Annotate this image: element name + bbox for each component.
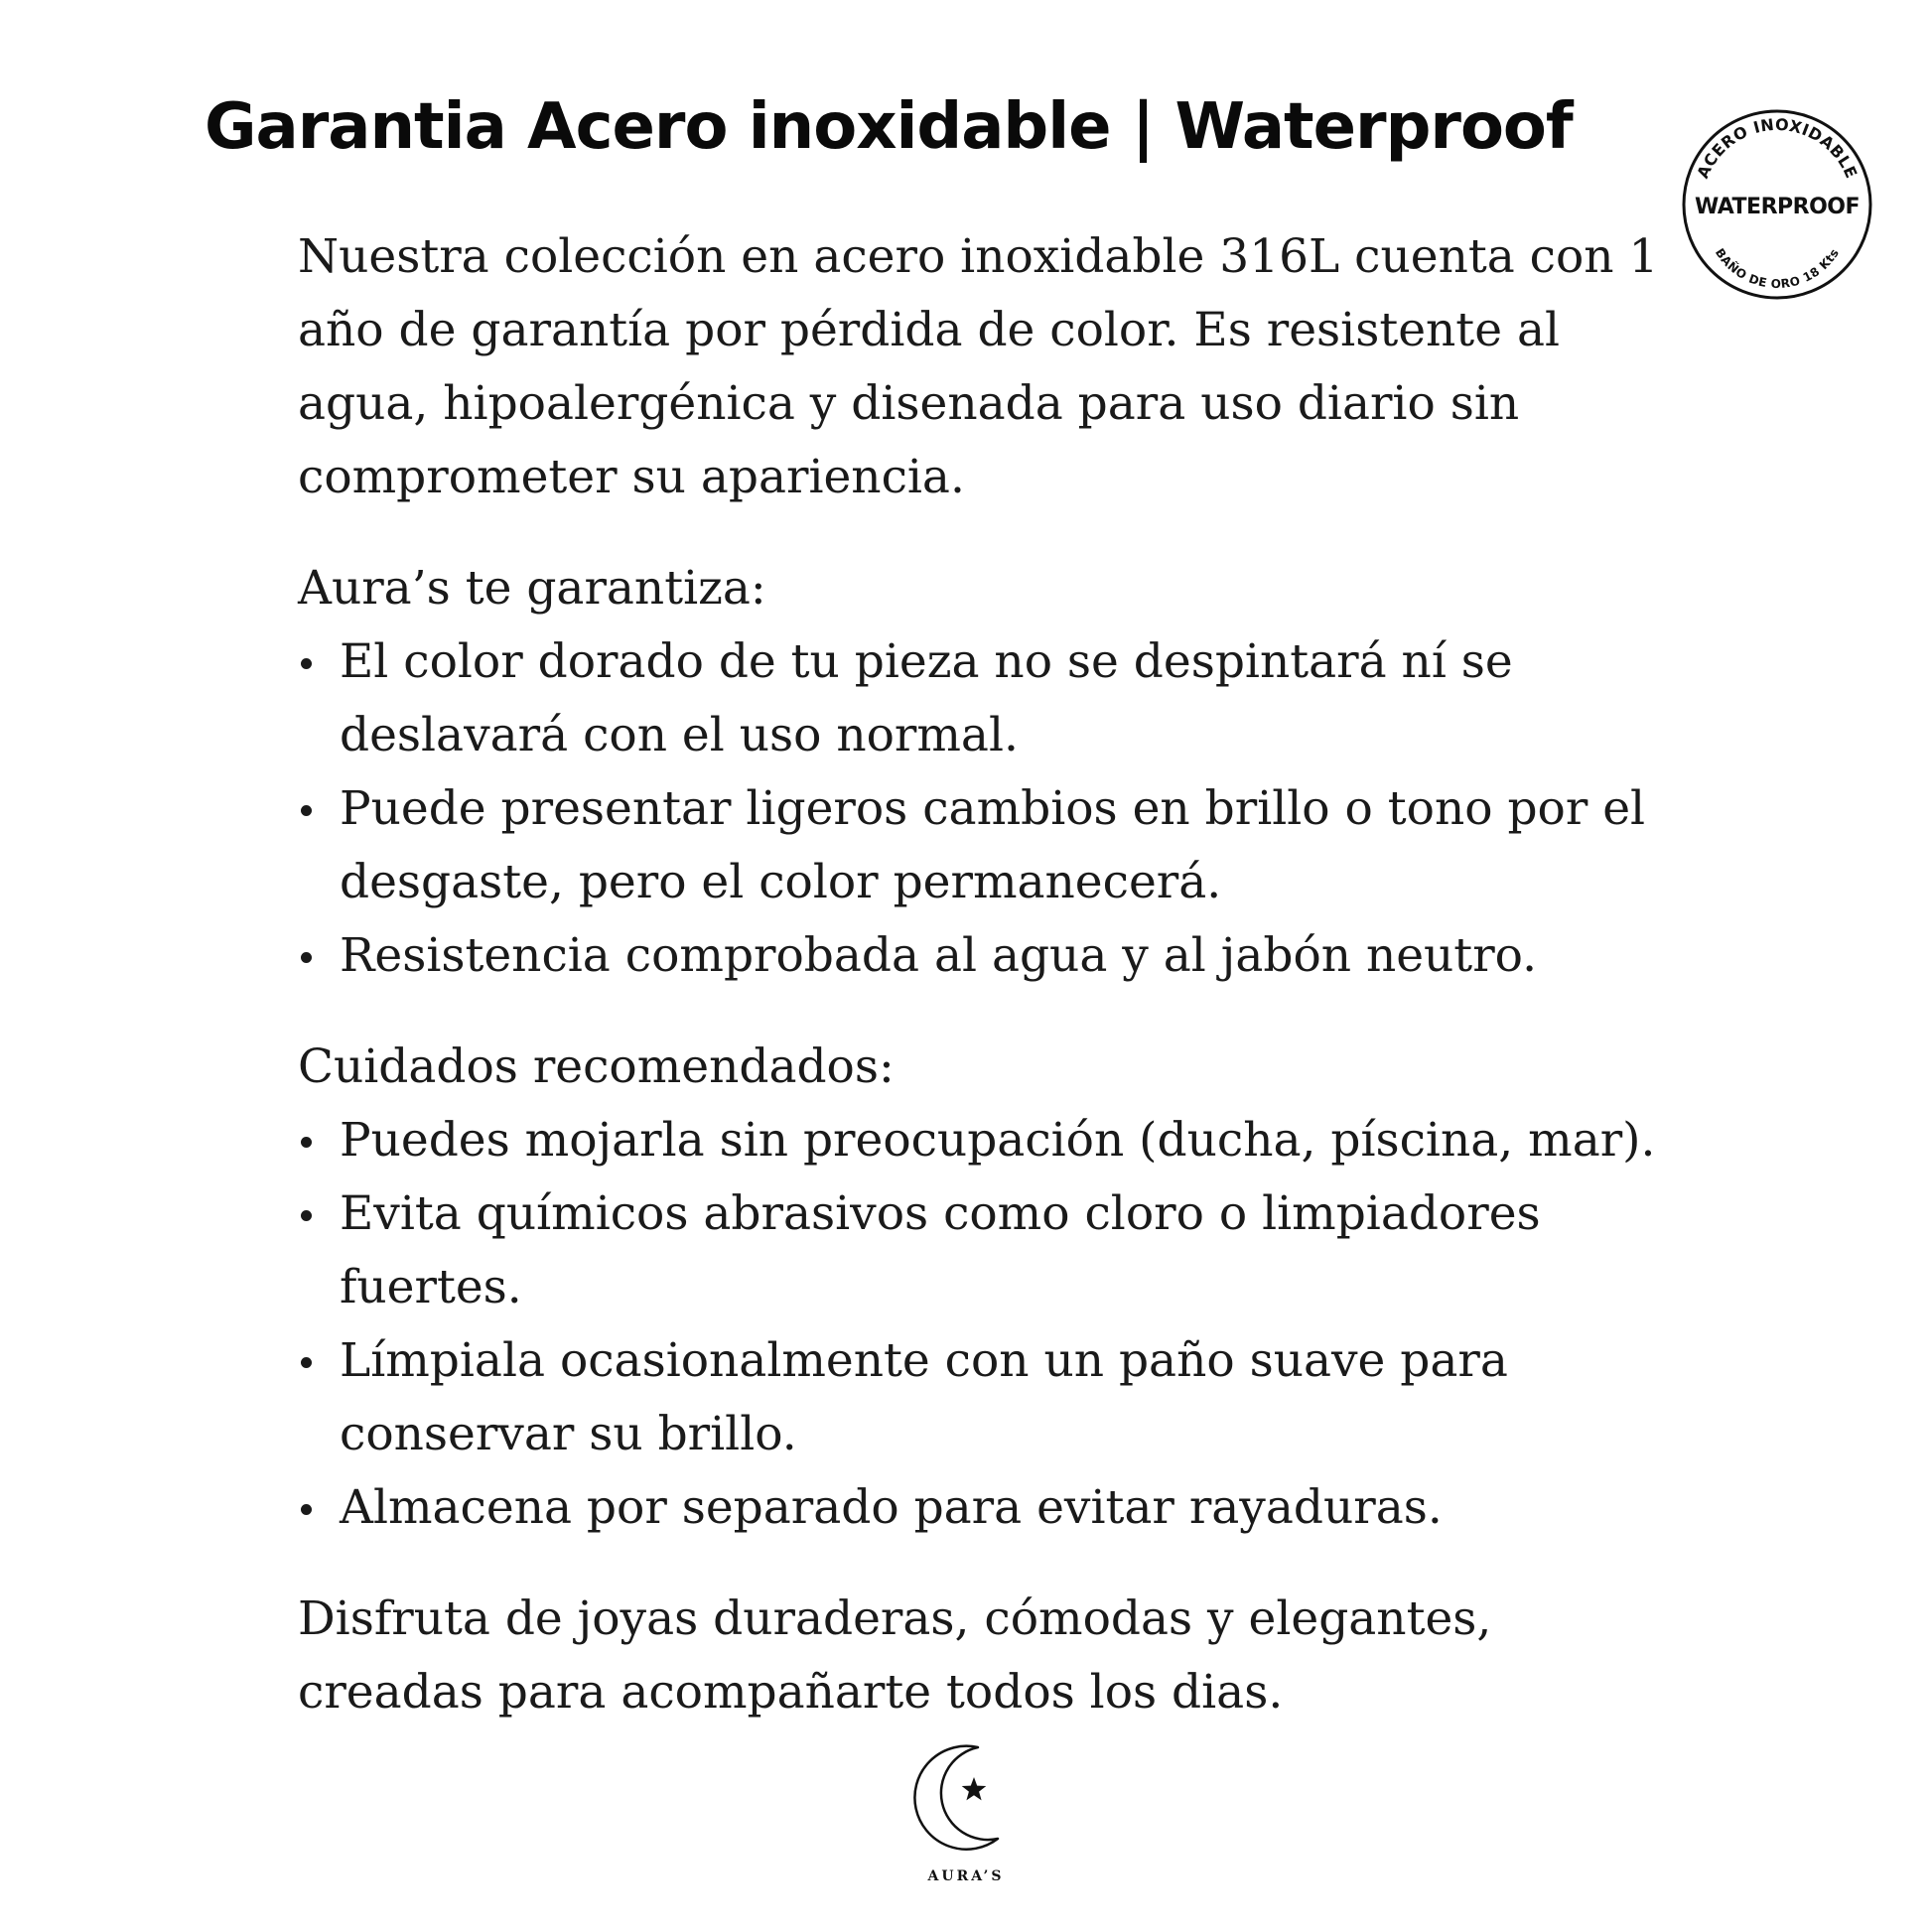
crescent-moon-star-icon [887,1739,1045,1888]
list-item: Evita químicos abrasivos como cloro o limpiadores fuertes. [298,1177,1668,1324]
page-title: Garantia Acero inoxidable | Waterproof [205,90,1573,164]
warranty-content [298,220,1668,1729]
list-item: Puedes mojarla sin preocupación (ducha, píscina, mar). [298,1104,1668,1177]
list-item: Límpiala ocasionalmente con un paño suave para conservar su brillo. [298,1324,1668,1471]
seal-bottom-text: BAÑO DE ORO 18 Kts [1712,245,1843,292]
list-item: Resistencia comprobada al agua y al jabón neutro. [298,919,1668,993]
list-item: Almacena por separado para evitar rayaduras. [298,1471,1668,1545]
closing-paragraph: Disfruta de joyas duraderas, cómodas y elegantes, creadas para acompañarte todos los dias. [298,1591,1492,1720]
guarantee-heading: Aura’s te garantiza: [298,561,766,616]
brand-name: AURA’S [927,1868,1005,1884]
intro-paragraph: Nuestra colección en acero inoxidable 316L cuenta con 1 año de garantía por pérdida de color. Es resistente al agua, hipoalergénica y disenada para uso diario sin comprometer su apariencia. [298,229,1659,504]
list-item: El color dorado de tu pieza no se despintará ní se deslavará con el uso normal. [298,625,1668,772]
seal-center-text: WATERPROOF [1694,195,1861,219]
seal-top-text: ACERO INOXIDABLE [1693,114,1862,182]
guarantee-list [298,625,1668,993]
care-list [298,1104,1668,1545]
list-item: Puede presentar ligeros cambios en brillo o tono por el desgaste, pero el color permanecerá. [298,772,1668,919]
waterproof-seal-icon [1678,105,1876,304]
care-heading: Cuidados recomendados: [298,1039,895,1094]
